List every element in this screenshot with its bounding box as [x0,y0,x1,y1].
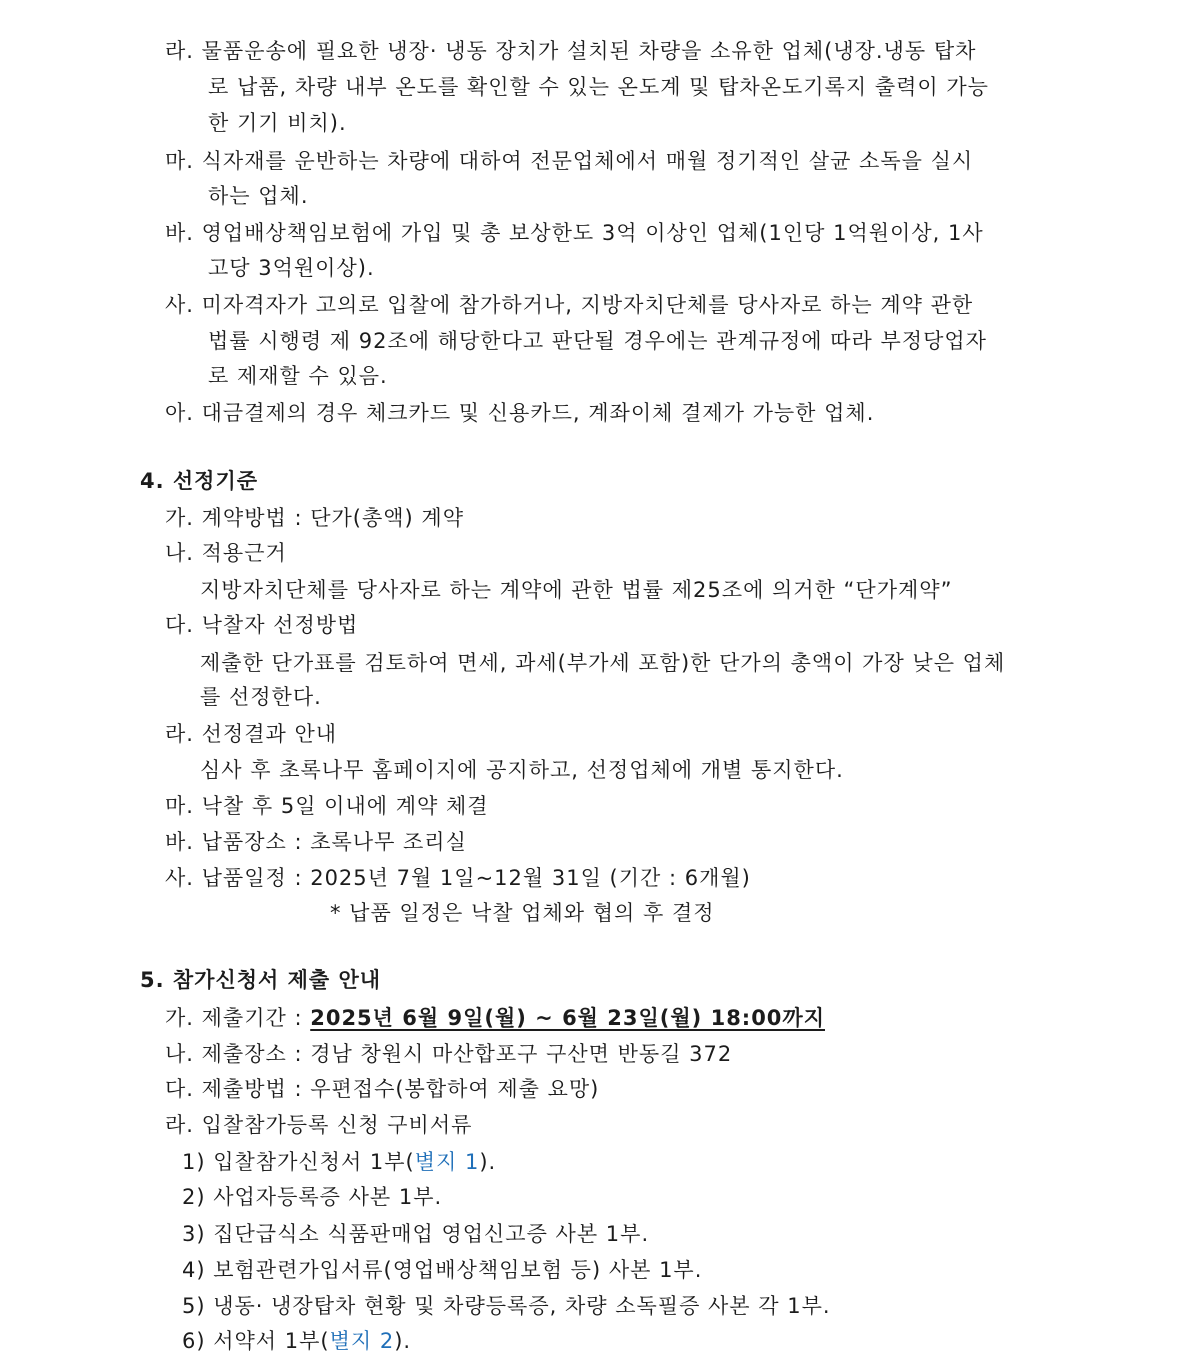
criteria-item-sa-line1: 사. 미자격자가 고의로 입찰에 참가하거나, 지방자치단체를 당사자로 하는 계약 관한 [165,293,974,317]
criteria-item-ma-line2: 하는 업체. [208,184,309,208]
criteria-item-a-line1: 아. 대금결제의 경우 체크카드 및 신용카드, 계좌이체 결제가 가능한 업체. [165,401,875,425]
section4-item-sa: 사. 납품일정 : 2025년 7월 1일~12월 31일 (기간 : 6개월) [165,866,751,890]
criteria-item-ba-line1: 바. 영업배상책임보험에 가입 및 총 보상한도 3억 이상인 업체(1인당 1억원이상, 1사 [165,221,984,245]
criteria-item-sa-line3: 로 제재할 수 있음. [208,364,388,388]
criteria-item-ra-line2: 로 납품, 차량 내부 온도를 확인할 수 있는 온도계 및 탑차온도기록지 출력이 가능 [208,75,989,99]
section4-item-ra: 라. 선정결과 안내 [165,722,338,746]
criteria-item-ra-line3: 한 기기 비치). [208,111,347,135]
section4-item-da-body-line2: 를 선정한다. [200,685,322,709]
section4-item-ra-body: 심사 후 초록나무 홈페이지에 공지하고, 선정업체에 개별 통지한다. [200,758,844,782]
required-doc-5: 5) 냉동· 냉장탑차 현황 및 차량등록증, 차량 소독필증 사본 각 1부. [182,1294,831,1318]
section4-item-ga: 가. 계약방법 : 단가(총액) 계약 [165,506,464,530]
required-doc-2: 2) 사업자등록증 사본 1부. [182,1185,443,1209]
section4-item-na: 나. 적용근거 [165,541,287,565]
criteria-item-ra-line1: 라. 물품운송에 필요한 냉장· 냉동 장치가 설치된 차량을 소유한 업체(냉장.냉동 탑차 [165,39,977,63]
section4-item-da-body-line1: 제출한 단가표를 검토하여 면세, 과세(부가세 포함)한 단가의 총액이 가장 낮은 업체 [200,651,1006,675]
criteria-item-ba-line2: 고당 3억원이상). [208,256,375,280]
section4-heading: 4. 선정기준 [140,469,259,493]
required-doc-6-close: ). [394,1329,412,1353]
required-doc-1-text: 1) 입찰참가신청서 1부( [182,1150,415,1174]
section5-item-na: 나. 제출장소 : 경남 창원시 마산합포구 구산면 반동길 372 [165,1042,733,1066]
required-doc-4: 4) 보험관련가입서류(영업배상책임보험 등) 사본 1부. [182,1258,703,1282]
section4-item-sa-note: * 납품 일정은 낙찰 업체와 협의 후 결정 [330,901,715,925]
section4-item-ma: 마. 낙찰 후 5일 이내에 계약 체결 [165,794,489,818]
required-doc-3: 3) 집단급식소 식품판매업 영업신고증 사본 1부. [182,1222,650,1246]
appendix-2-link[interactable]: 별지 2 [329,1329,395,1353]
section5-item-ra: 라. 입찰참가등록 신청 구비서류 [165,1113,473,1137]
criteria-item-sa-line2: 법률 시행령 제 92조에 해당한다고 판단될 경우에는 관계규정에 따라 부정당업자 [208,329,987,353]
section5-item-da: 다. 제출방법 : 우편접수(봉합하여 제출 요망) [165,1077,600,1101]
section4-item-na-body: 지방자치단체를 당사자로 하는 계약에 관한 법률 제25조에 의거한 “단가계약” [200,578,953,602]
required-doc-1-close: ). [479,1150,497,1174]
submission-period-label: 가. 제출기간 : [165,1006,311,1030]
required-doc-6-text: 6) 서약서 1부( [182,1329,330,1353]
criteria-item-ma-line1: 마. 식자재를 운반하는 차량에 대하여 전문업체에서 매월 정기적인 살균 소독을 실시 [165,149,974,173]
required-doc-6 [182,1326,411,1356]
section4-item-ba: 바. 납품장소 : 초록나무 조리실 [165,830,467,854]
section5-item-ga [165,1003,825,1033]
submission-period-value: 2025년 6월 9일(월) ~ 6월 23일(월) 18:00까지 [310,1006,825,1030]
appendix-1-link[interactable]: 별지 1 [414,1150,480,1174]
section5-heading: 5. 참가신청서 제출 안내 [140,968,382,992]
section4-item-da: 다. 낙찰자 선정방법 [165,613,359,637]
required-doc-1 [182,1147,496,1177]
